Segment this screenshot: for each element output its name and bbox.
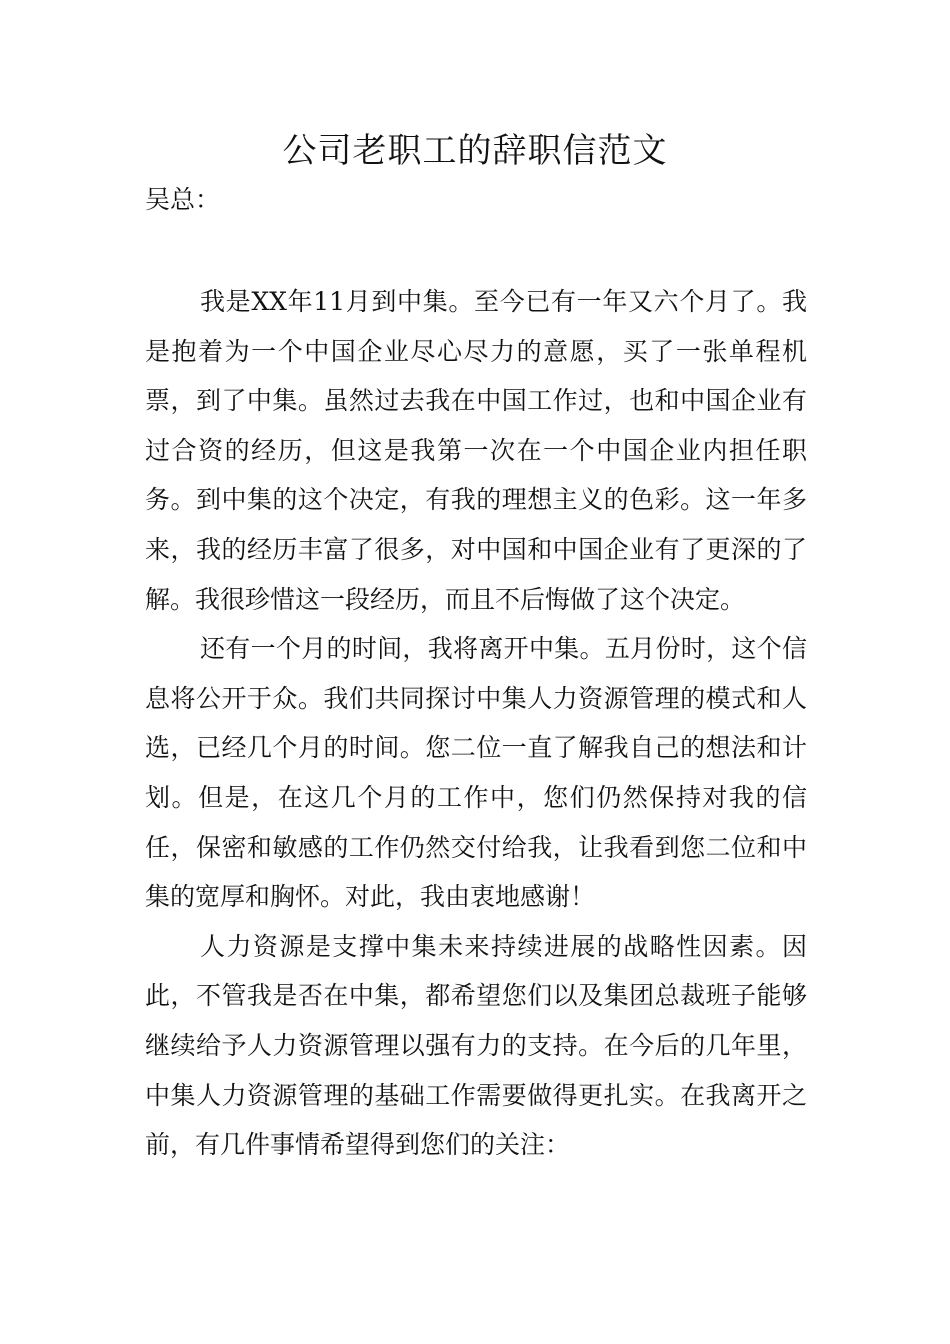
salutation: 吴总： — [145, 185, 221, 214]
paragraph: 人力资源是支撑中集未来持续进展的战略性因素。因此，不管我是否在中集，都希望您们以及集团总裁班子能够继续给予人力资源管理以强有力的支持。在今后的几年里，中集人力资源管理的基础工作需要做得更扎实。在我离开之前，有几件事情希望得到您们的关注： — [145, 931, 807, 1160]
paragraph: 还有一个月的时间，我将离开中集。五月份时，这个信息将公开于众。我们共同探讨中集人力资源管理的模式和人选，已经几个月的时间。您二位一直了解我自己的想法和计划。但是，在这几个月的工作中，您们仍然保持对我的信任，保密和敏感的工作仍然交付给我，让我看到您二位和中集的宽厚和胸怀。对此，我由衷地感谢！ — [145, 634, 807, 912]
letter-body — [145, 277, 807, 1170]
document-title: 公司老职工的辞职信范文 — [282, 131, 668, 171]
paragraph: 我是XX年11月到中集。至今已有一年又六个月了。我是抱着为一个中国企业尽心尽力的意愿，买了一张单程机票，到了中集。虽然过去我在中国工作过，也和中国企业有过合资的经历，但这是我第一次在一个中国企业内担任职务。到中集的这个决定，有我的理想主义的色彩。这一年多来，我的经历丰富了很多，对中国和中国企业有了更深的了解。我很珍惜这一段经历，而且不后悔做了这个决定。 — [145, 287, 807, 614]
